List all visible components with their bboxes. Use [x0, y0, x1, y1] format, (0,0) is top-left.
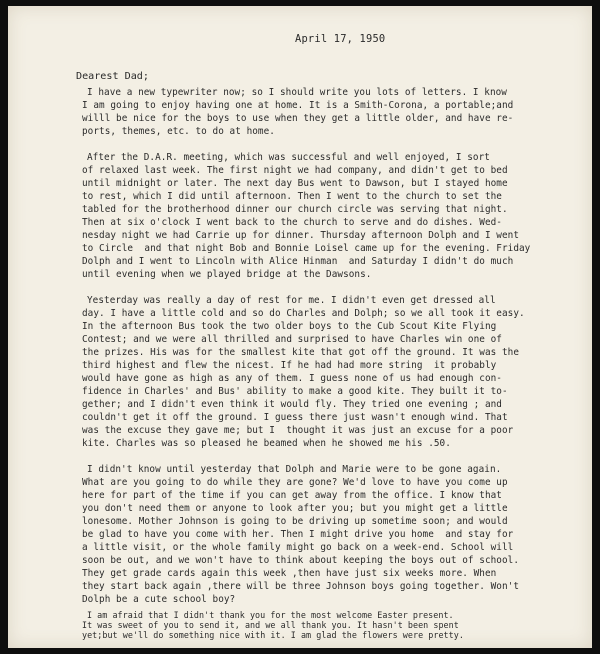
body-line: gether; and I didn't even think it would fly. They tried one evening ; and [82, 399, 502, 410]
body-line: the prizes. His was for the smallest kite that got off the ground. It was the [82, 347, 520, 358]
body-line: you don't need them or anyone to look after you; but you might get a little [82, 503, 508, 514]
body-line: I didn't know until yesterday that Dolph and Marie were to be gone again. [87, 464, 502, 475]
body-line: Then at six o'clock I went back to the church to serve and do dishes. Wed- [82, 217, 502, 228]
body-line: of relaxed last week. The first night we had company, and didn't get to bed [82, 165, 508, 176]
letter-greeting: Dearest Dad; [76, 71, 149, 82]
body-line: nesday night we had Carrie up for dinner. Thursday afternoon Dolph and I went [82, 230, 520, 241]
body-line: lonesome. Mother Johnson is going to be driving up sometime soon; and would [82, 516, 508, 527]
body-line: yet;but we'll do something nice with it. I am glad the flowers were pretty. [82, 630, 464, 640]
body-line: Contest; and we were all thrilled and surprised to have Charles win one of [82, 334, 502, 345]
body-line: be glad to have you come with her. Then I might drive you home and stay for [82, 529, 514, 540]
body-line: I have a new typewriter now; so I should write you lots of letters. I know [87, 87, 507, 98]
body-line: tabled for the brotherhood dinner our church circle was serving that night. [82, 204, 508, 215]
body-line: would have gone as high as any of them. I guess none of us had enough con- [82, 373, 502, 384]
body-line: Yesterday was really a day of rest for me. I didn't even get dressed all [87, 295, 496, 306]
body-line: ports, themes, etc. to do at home. [82, 126, 275, 137]
body-line: Dolph be a cute school boy? [82, 594, 236, 605]
body-line: It was sweet of you to send it, and we all thank you. It hasn't been spent [82, 620, 459, 630]
body-line: kite. Charles was so pleased he beamed when he showed me his .50. [82, 438, 451, 449]
body-line: here for part of the time if you can get away from the office. I know that [82, 490, 502, 501]
body-line: day. I have a little cold and so do Charles and Dolph; so we all took it easy. [82, 308, 525, 319]
body-line: willl be nice for the boys to use when they get a little older, and have re- [82, 113, 514, 124]
body-line: I am going to enjoy having one at home. It is a Smith-Corona, a portable;and [82, 100, 514, 111]
body-line: a little visit, or the whole family might go back on a week-end. School will [82, 542, 514, 553]
body-line: soon be out, and we won't have to think about keeping the boys out of school. [82, 555, 520, 566]
body-line: was the excuse they gave me; but I thought it was just an excuse for a poor [82, 425, 514, 436]
body-line: third highest and flew the nicest. If he had had more string it probably [82, 360, 497, 371]
body-line: until midnight or later. The next day Bus went to Dawson, but I stayed home [82, 178, 508, 189]
body-line: they start back again ,there will be three Johnson boys going together. Won't [82, 581, 520, 592]
body-line: until evening when we played bridge at the Dawsons. [82, 269, 372, 280]
body-line: Dolph and I went to Lincoln with Alice Hinman and Saturday I didn't do much [82, 256, 514, 267]
body-line: In the afternoon Bus took the two older boys to the Cub Scout Kite Flying [82, 321, 497, 332]
body-line: I am afraid that I didn't thank you for the most welcome Easter present. [87, 610, 454, 620]
body-line: After the D.A.R. meeting, which was successful and well enjoyed, I sort [87, 152, 490, 163]
body-line: fidence in Charles' and Bus' ability to make a good kite. They built it to- [82, 386, 508, 397]
letter-date: April 17, 1950 [295, 33, 386, 45]
body-line: to Circle and that night Bob and Bonnie Loisel came up for the evening. Friday [82, 243, 531, 254]
body-line: to rest, which I did until afternoon. Then I went to the church to set the [82, 191, 502, 202]
body-line: They get grade cards again this week ,then have just six weeks more. When [82, 568, 497, 579]
body-line: couldn't get it off the ground. I guess there just wasn't enough wind. That [82, 412, 508, 423]
body-line: What are you going to do while they are gone? We'd love to have you come up [82, 477, 508, 488]
letter-page [8, 6, 592, 648]
